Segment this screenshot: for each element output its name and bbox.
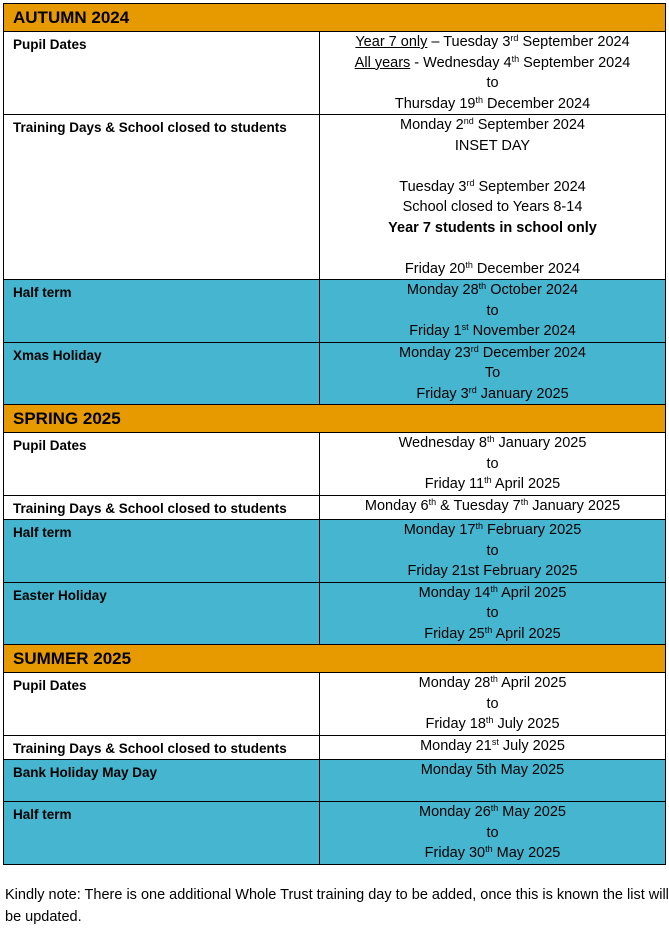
row-spring-pupil-dates [4,433,666,496]
row-summer-training-days [4,735,666,760]
row-value: Monday 17th February 2025 to Friday 21st February 2025 [320,520,666,583]
section-title: SUMMER 2025 [4,645,666,673]
row-autumn-pupil-dates [4,32,666,115]
row-spring-easter-holiday [4,582,666,645]
row-label: Bank Holiday May Day [4,760,320,802]
row-summer-bank-holiday [4,760,666,802]
row-spring-half-term [4,520,666,583]
row-summer-pupil-dates [4,673,666,736]
section-header-summer [4,645,666,673]
row-value: Monday 23rd December 2024 To Friday 3rd January 2025 [320,342,666,405]
row-value: Monday 28th April 2025 to Friday 18th July 2025 [320,673,666,736]
row-label: Pupil Dates [4,433,320,496]
section-header-spring [4,405,666,433]
row-value: Monday 2nd September 2024 INSET DAY Tuesday 3rd September 2024 School closed to Years 8-14 Year 7 students in school only Friday 20th December 2024 [320,115,666,280]
row-value: Year 7 only – Tuesday 3rd September 2024 All years - Wednesday 4th September 2024 to Thursday 19th December 2024 [320,32,666,115]
row-value: Monday 21st July 2025 [320,735,666,760]
row-label: Training Days & School closed to students [4,495,320,520]
row-value: Monday 14th April 2025 to Friday 25th April 2025 [320,582,666,645]
footnote: Kindly note: There is one additional Whole Trust training day to be added, once this is known the list will be updated. [5,887,669,925]
row-value: Monday 6th & Tuesday 7th January 2025 [320,495,666,520]
row-label: Pupil Dates [4,673,320,736]
row-label: Training Days & School closed to students [4,735,320,760]
row-label: Training Days & School closed to students [4,115,320,280]
row-autumn-training-days [4,115,666,280]
section-title: SPRING 2025 [4,405,666,433]
section-title: AUTUMN 2024 [4,4,666,32]
term-dates-table [3,3,666,865]
row-label: Easter Holiday [4,582,320,645]
row-summer-half-term [4,802,666,865]
row-spring-training-days [4,495,666,520]
row-value: Wednesday 8th January 2025 to Friday 11th April 2025 [320,433,666,496]
row-value: Monday 28th October 2024 to Friday 1st November 2024 [320,280,666,343]
row-autumn-xmas-holiday [4,342,666,405]
row-value: Monday 26th May 2025 to Friday 30th May 2025 [320,802,666,865]
row-label: Half term [4,280,320,343]
section-header-autumn [4,4,666,32]
row-autumn-half-term [4,280,666,343]
row-label: Xmas Holiday [4,342,320,405]
row-label: Half term [4,802,320,865]
row-label: Half term [4,520,320,583]
row-label: Pupil Dates [4,32,320,115]
row-value: Monday 5th May 2025 [320,760,666,802]
